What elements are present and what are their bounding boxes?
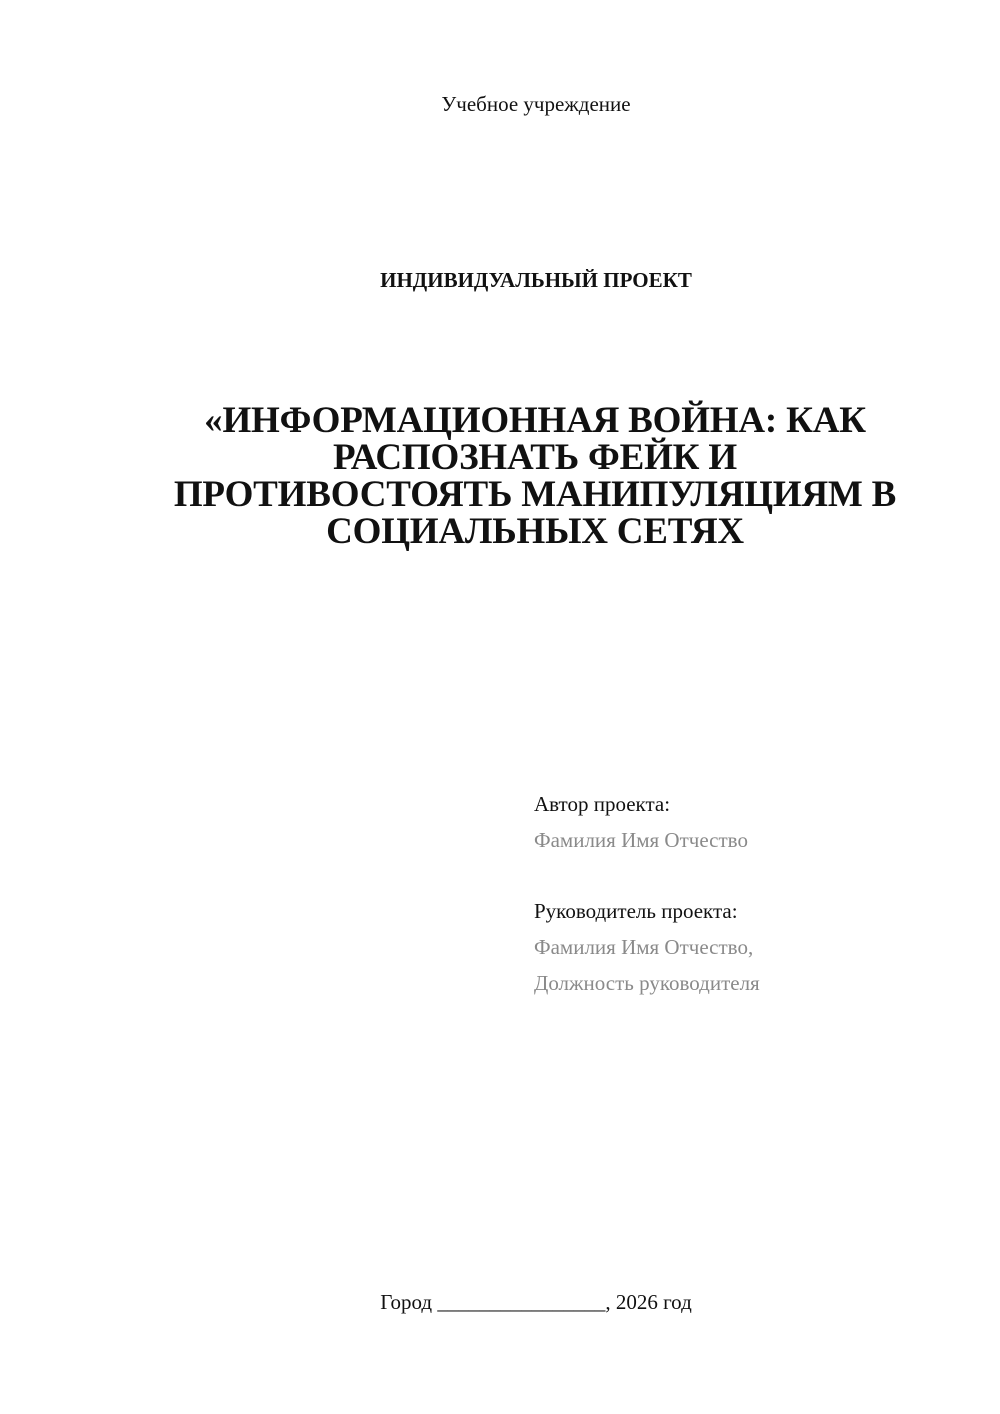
project-title — [130, 402, 940, 550]
institution-name: Учебное учреждение — [441, 92, 631, 116]
author-name: Фамилия Имя Отчество — [534, 828, 748, 852]
project-title-line-2: РАСПОЗНАТЬ ФЕЙК И — [333, 437, 737, 478]
project-title-line-1: «ИНФОРМАЦИОННАЯ ВОЙНА: КАК — [204, 400, 866, 441]
project-type-heading: ИНДИВИДУАЛЬНЫЙ ПРОЕКТ — [380, 268, 692, 292]
project-title-line-3: ПРОТИВОСТОЯТЬ МАНИПУЛЯЦИЯМ В — [173, 474, 897, 515]
supervisor-label: Руководитель проекта: — [534, 899, 738, 923]
supervisor-name: Фамилия Имя Отчество, — [534, 935, 754, 959]
city-year-footer: Город ________________, 2026 год — [380, 1290, 692, 1314]
author-block — [534, 786, 748, 858]
project-title-line-4: СОЦИАЛЬНЫХ СЕТЯХ — [326, 511, 744, 552]
author-label: Автор проекта: — [534, 792, 671, 816]
supervisor-block — [534, 893, 760, 1001]
supervisor-position: Должность руководителя — [534, 971, 760, 995]
